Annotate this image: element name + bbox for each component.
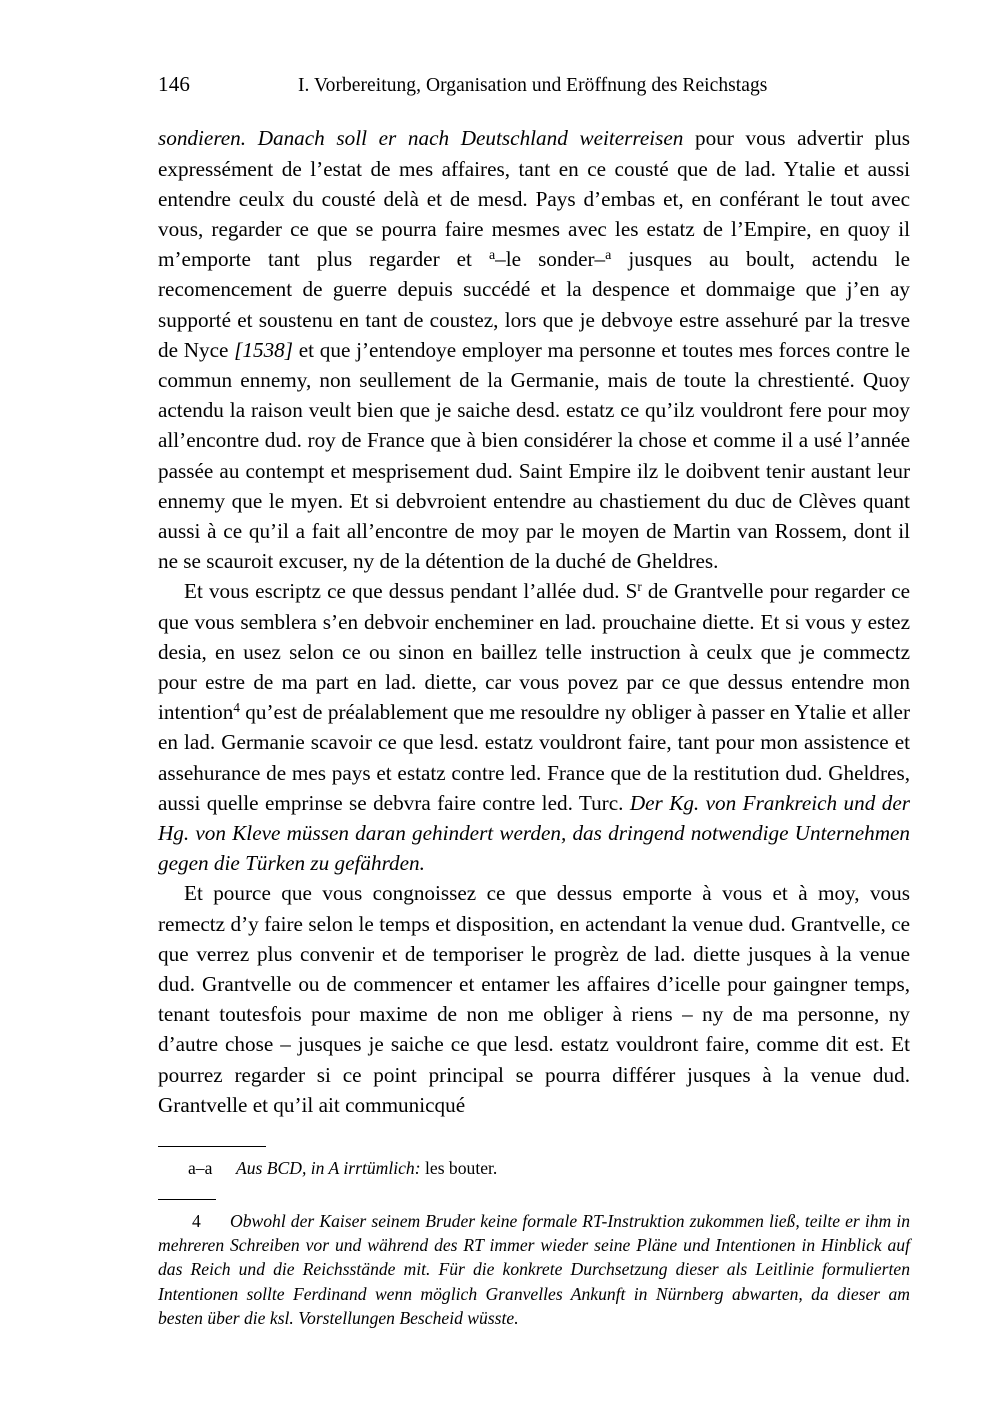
paragraph-3: Et pource que vous congnoissez ce que dessus emporte à vous et à moy, vous remectz d’y faire selon le temps et disposition, en actendant la venue dud. Grantvelle, ce que verrez plus convenir et de temporiser le progrèz de lad. diette jusques à la venue dud. Grantvelle ou de commencer et entamer les affaires d’icelle pour gaingner temps, tenant toutesfois pour maxime de non me obliger à riens – ny de ma personne, ny d’autre chose – jusques je saiche ce que lesd. estatz vouldront faire, comme dit est. Et pourrez regarder si ce point principal se pourra différer jusques à la venue dud. Grantvelle et qu’il ait communicqué: [158, 881, 910, 1117]
footnote-reference-4[interactable]: 4: [233, 700, 240, 716]
paragraph-2: [158, 576, 910, 878]
variant-marker-open: a: [488, 248, 496, 264]
paragraph-1-part-b: jusques au boult, actendu le recomencement de guerre depuis succédé et la despence et dommaige que j’en ay supporté et soustenu en tant de coustez, lors que je debvoye estre assehuré par la tresve de Nyce: [158, 247, 910, 362]
variant-marker-close: a: [605, 248, 612, 264]
running-title: I. Vorbereitung, Organisation und Eröffnung des Reichstags: [298, 75, 768, 96]
paragraph-1-date: [1538]: [234, 337, 294, 362]
apparatus-rule: [158, 1146, 266, 1147]
footnote-label: 4: [192, 1210, 201, 1231]
page-number: 146: [158, 72, 191, 96]
paragraph-1-lead-italic: sondieren. Danach soll er nach Deutschland weiterreisen: [158, 126, 684, 151]
apparatus-note: [158, 1156, 910, 1180]
footnote-4: [158, 1209, 910, 1331]
footnote-block: [158, 1199, 910, 1331]
apparatus-block: [158, 1146, 910, 1180]
apparatus-italic-part: Aus BCD, in A irrtümlich:: [236, 1158, 421, 1179]
paragraph-1-part-a: pour vous advertir plus expressément de l’estat de mes affaires, tant en ce cousté que de lad. Ytalie et aussi entendre ceulx du cousté delà et de mesd. Pays d’embas et, en conférant le tout avec vous, regarder ce que se pourra faire mesmes avec les estatz de l’Empire, en quoy il m’emporte tant plus regarder et: [158, 126, 910, 272]
paragraph-1: [158, 123, 910, 576]
paragraph-2-part-a: Et vous escriptz ce que dessus pendant l’allée dud. S: [184, 579, 638, 604]
paragraph-2-part-c: qu’est de préalablement que me resouldre ny obliger à passer en Ytalie et aller en lad. Germanie scavoir ce que lesd. estatz vouldront faire, tant pour mon assistence et assehurance de mes pays et estatz contre led. France que de la restitution dud. Gheldres, aussi quelle emprinse se debvra faire contre led. Turc.: [158, 700, 910, 815]
paragraph-2-part-b: de Grantvelle pour regarder ce que vous semblera s’en debvoir encheminer en lad. prouchaine diette. Et si vous y estez desia, en usez selon ce ou sinon en baillez telle instruction à ceulx que je commectz pour estre de ma part en lad. diette, car vous povez par ce que dessus entendre mon intention: [158, 579, 911, 725]
apparatus-roman-part: les bouter.: [420, 1158, 498, 1179]
superscript-r: r: [637, 579, 642, 595]
page-content: [158, 72, 910, 1331]
footnote-text: Obwohl der Kaiser seinem Bruder keine formale RT-Instruktion zukommen ließ, teilte er ihm in mehreren Schreiben vor und während des RT immer wieder seine Pläne und Intentionen in Hinblick auf das Reich und die Reichsstände mit. Für die konkrete Durchsetzung dieser als Leitlinie formulierten Intentionen sollte Ferdinand wenn möglich Granvelles Ankunft in Nürnberg abwarten, da dieser am besten über die ksl. Vorstellungen Bescheid wüsste.: [158, 1210, 910, 1329]
notes-section: [158, 1146, 910, 1330]
footnote-rule: [158, 1199, 216, 1200]
german-summary: Der Kg. von Frankreich und der Hg. von Kleve müssen daran gehindert werden, das dringend notwendige Unternehmen gegen die Türken zu gefährden.: [158, 790, 910, 876]
running-head: [158, 72, 910, 97]
paragraph-1-part-c: et que j’entendoye employer ma personne et toutes mes forces contre le commun ennemy, non seullement de la Germanie, mais de toute la chrestienté. Quoy actendu la raison veult bien que je saiche desd. estatz ce qu’ilz vouldront fere pour moy all’encontre dud. roy de France que à bien considérer la chose et comme il a usé l’année passée au contempt et mesprisement dud. Saint Empire ilz le doibvent tenir austant leur ennemy que le myen. Et si debvroient entendre au chastiement du duc de Clèves quant aussi à ce qu’il a fait all’encontre de moy par le moyen de Martin van Rossem, dont il ne se scauroit excuser, ny de la détention de la duché de Gheldres.: [158, 337, 910, 574]
body-text: [158, 123, 910, 1120]
variant-text: –le sonder–: [495, 247, 606, 272]
apparatus-label: a–a: [188, 1158, 213, 1179]
